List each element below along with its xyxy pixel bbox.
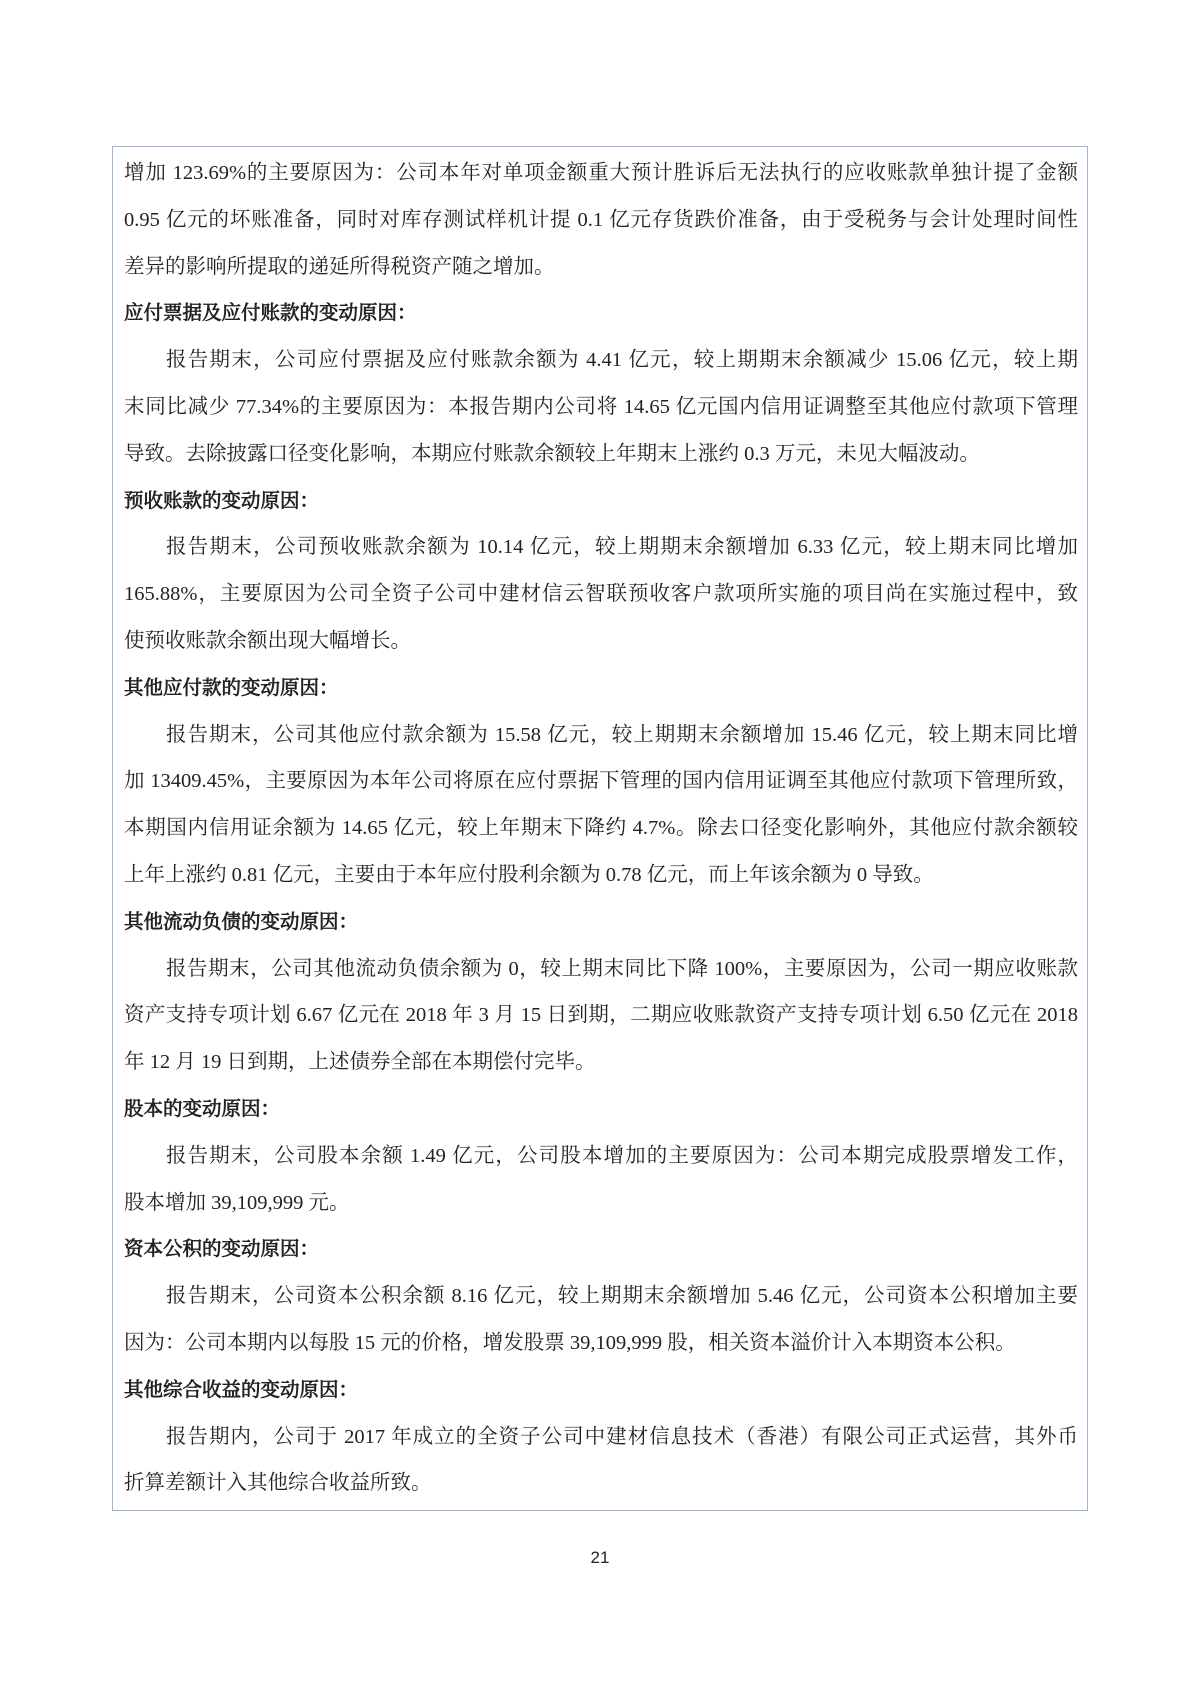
section-heading: 其他应付款的变动原因：: [124, 675, 339, 699]
document-body: [124, 150, 1078, 1507]
paragraph-line: 因为：公司本期内以每股 15 元的价格，增发股票 39,109,999 股，相关资本溢价计入本期资本公积。: [124, 1331, 1016, 1354]
paragraph-line: 报告期末，公司应付票据及应付账款余额为 4.41 亿元，较上期期末余额减少 15.06 亿元，较上期: [166, 349, 1078, 372]
section-heading: 其他流动负债的变动原因：: [124, 909, 359, 933]
section-heading: 其他综合收益的变动原因：: [124, 1377, 359, 1401]
paragraph-line: 增加 123.69%的主要原因为：公司本年对单项金额重大预计胜诉后无法执行的应收账款单独计提了金额: [124, 162, 1078, 184]
paragraph-line: 报告期内，公司于 2017 年成立的全资子公司中建材信息技术（香港）有限公司正式运营，其外币: [166, 1425, 1078, 1448]
section-heading: 应付票据及应付账款的变动原因：: [124, 301, 417, 325]
section-heading: 股本的变动原因：: [124, 1096, 281, 1120]
paragraph-line: 资产支持专项计划 6.67 亿元在 2018 年 3 月 15 日到期，二期应收账款资产支持专项计划 6.50 亿元在 2018: [124, 1004, 1078, 1027]
paragraph-line: 报告期末，公司其他应付款余额为 15.58 亿元，较上期期末余额增加 15.46 亿元，较上期末同比增: [166, 723, 1078, 746]
paragraph-line: 折算差额计入其他综合收益所致。: [124, 1472, 432, 1495]
paragraph-line: 报告期末，公司其他流动负债余额为 0，较上期末同比下降 100%，主要原因为，公司一期应收账款: [166, 957, 1078, 980]
paragraph-line: 0.95 亿元的坏账准备，同时对库存测试样机计提 0.1 亿元存货跌价准备，由于受税务与会计处理时间性: [124, 208, 1078, 231]
section-heading: 预收账款的变动原因：: [124, 488, 320, 512]
paragraph-line: 年 12 月 19 日到期，上述债券全部在本期偿付完毕。: [124, 1051, 596, 1074]
paragraph-line: 股本增加 39,109,999 元。: [124, 1191, 350, 1214]
paragraph-line: 报告期末，公司预收账款余额为 10.14 亿元，较上期期末余额增加 6.33 亿元，较上期末同比增加: [166, 536, 1078, 559]
paragraph-line: 差异的影响所提取的递延所得税资产随之增加。: [124, 255, 555, 278]
section-heading: 资本公积的变动原因：: [124, 1237, 320, 1261]
paragraph-line: 使预收账款余额出现大幅增长。: [124, 629, 411, 652]
paragraph-line: 末同比减少 77.34%的主要原因为：本报告期内公司将 14.65 亿元国内信用证调整至其他应付款项下管理: [124, 395, 1078, 418]
paragraph-line: 报告期末，公司股本余额 1.49 亿元，公司股本增加的主要原因为：公司本期完成股票增发工作，: [166, 1144, 1078, 1167]
paragraph-line: 本期国内信用证余额为 14.65 亿元，较上年期末下降约 4.7%。除去口径变化影响外，其他应付款余额较: [124, 817, 1078, 840]
paragraph-line: 报告期末，公司资本公积余额 8.16 亿元，较上期期末余额增加 5.46 亿元，公司资本公积增加主要: [166, 1285, 1078, 1308]
paragraph-line: 上年上涨约 0.81 亿元，主要由于本年应付股利余额为 0.78 亿元，而上年该余额为 0 导致。: [124, 863, 934, 886]
paragraph-line: 加 13409.45%，主要原因为本年公司将原在应付票据下管理的国内信用证调至其他应付款项下管理所致，: [124, 770, 1078, 793]
page-number: 21: [590, 1548, 610, 1567]
paragraph-line: 导致。去除披露口径变化影响，本期应付账款余额较上年期末上涨约 0.3 万元，未见大幅波动。: [124, 442, 980, 465]
paragraph-line: 165.88%，主要原因为公司全资子公司中建材信云智联预收客户款项所实施的项目尚在实施过程中，致: [124, 583, 1078, 606]
